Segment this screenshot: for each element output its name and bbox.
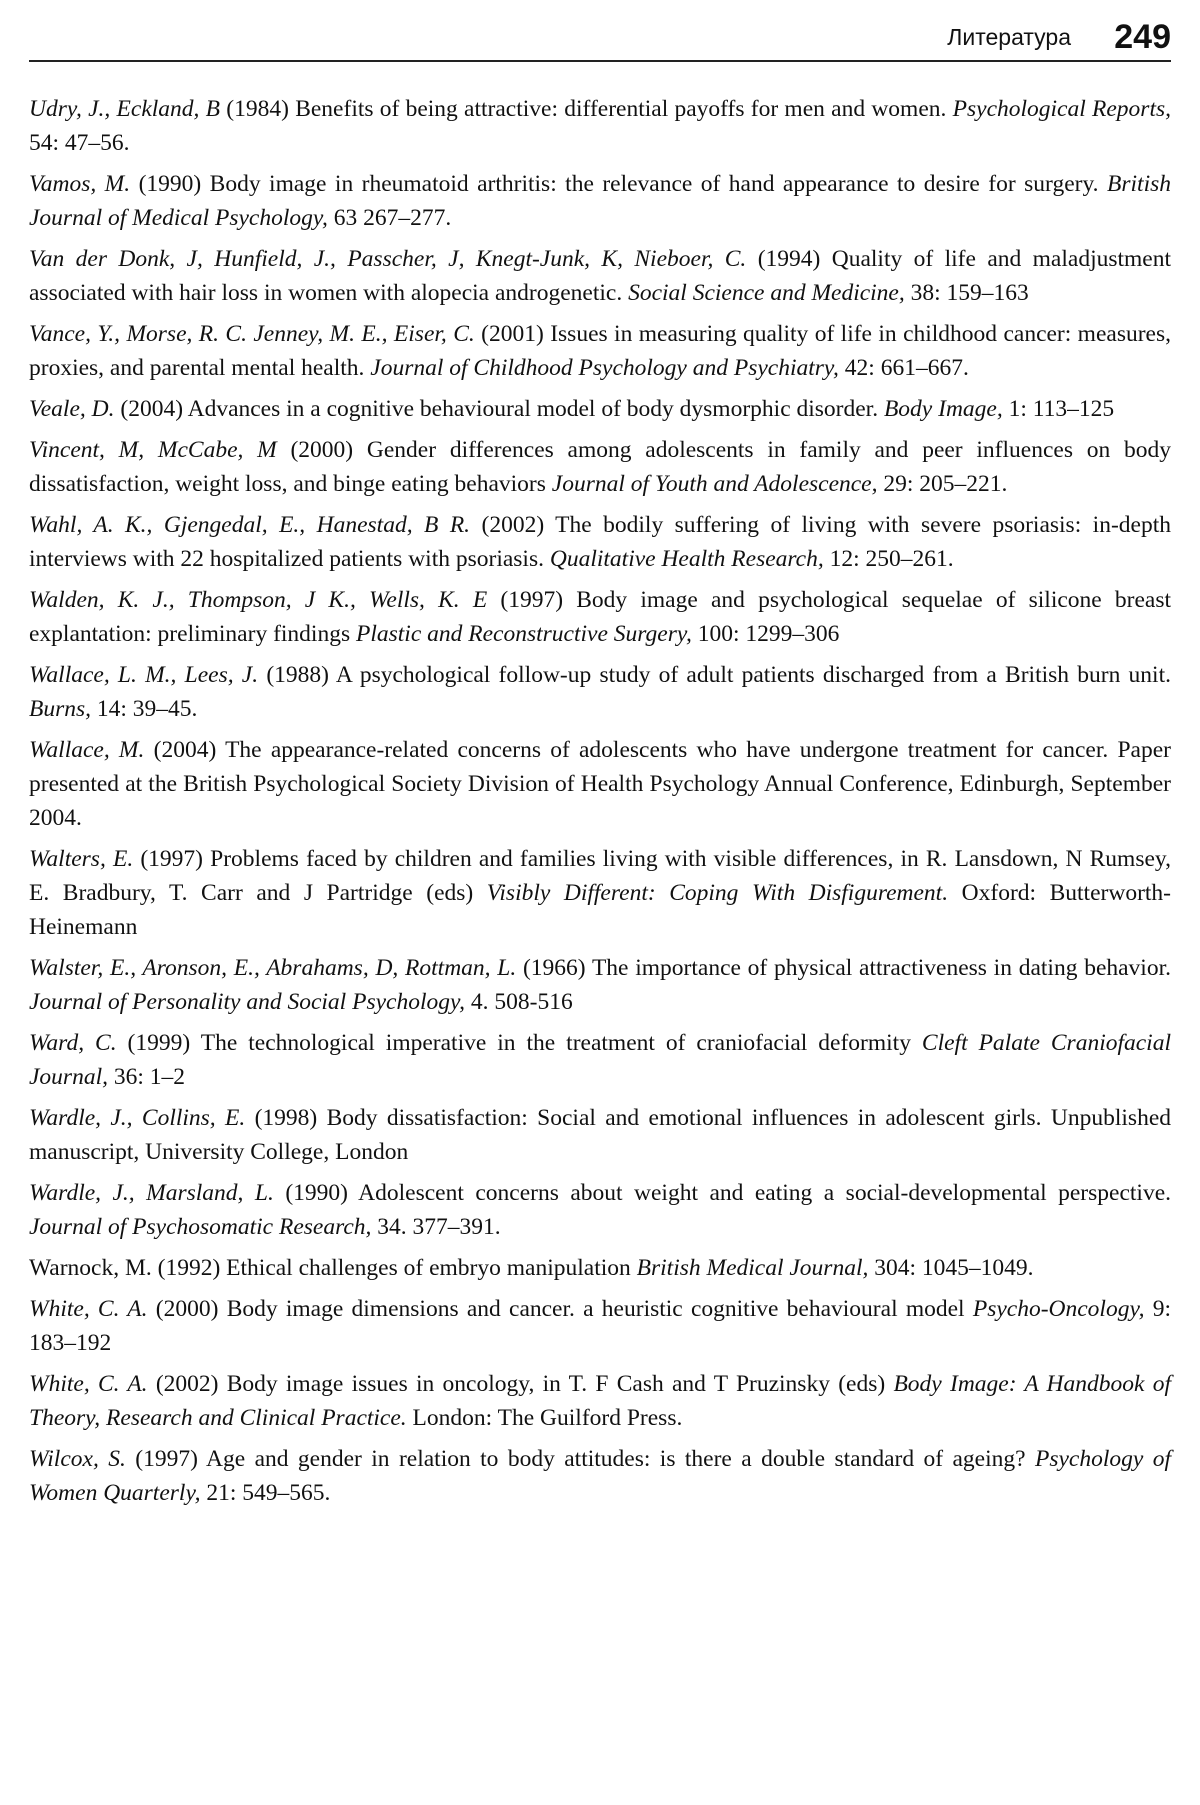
reference-text: (2002) Body image issues in oncology, in T. F Cash and T Pruzinsky (eds) bbox=[147, 1371, 894, 1397]
reference-details: 63 267–277. bbox=[327, 205, 452, 231]
page-number: 249 bbox=[1114, 18, 1171, 56]
reference-entry bbox=[29, 733, 1171, 835]
reference-entry bbox=[29, 1176, 1171, 1244]
reference-text: (1966) The importance of physical attractiveness in dating behavior. bbox=[516, 955, 1171, 981]
reference-text: (2000) Gender differences among adolescents in family and peer influences on body dissatisfaction, weight loss, and binge eating behaviors bbox=[29, 437, 1171, 497]
reference-entry bbox=[29, 242, 1171, 310]
reference-text: (1998) Body dissatisfaction: Social and emotional influences in adolescent girls. Unpublished manuscript, University College, London bbox=[29, 1105, 1172, 1165]
reference-source: Journal of Personality and Social Psychology, bbox=[29, 989, 465, 1015]
reference-source: Qualitative Health Research, bbox=[549, 546, 824, 572]
reference-details: 1: 113–125 bbox=[1002, 396, 1115, 422]
reference-authors: Wallace, M. bbox=[29, 737, 145, 763]
reference-source: Journal of Childhood Psychology and Psychiatry, bbox=[370, 355, 839, 381]
reference-text: (2004) Advances in a cognitive behavioural model of body dysmorphic disorder. bbox=[114, 396, 884, 422]
reference-entry bbox=[29, 392, 1171, 426]
reference-entry bbox=[29, 1026, 1171, 1094]
reference-entry bbox=[29, 1101, 1171, 1169]
reference-entry bbox=[29, 1251, 1171, 1285]
reference-text: (1997) Age and gender in relation to body attitudes: is there a double standard of ageing? bbox=[125, 1446, 1035, 1472]
reference-entry bbox=[29, 583, 1171, 651]
reference-source: Psychological Reports, bbox=[952, 96, 1172, 122]
reference-entry bbox=[29, 433, 1171, 501]
book-page bbox=[29, 0, 1171, 1805]
reference-details: 4. 508-516 bbox=[465, 989, 573, 1015]
reference-details: 38: 159–163 bbox=[904, 280, 1029, 306]
reference-authors: Walden, K. J., Thompson, J K., Wells, K. E bbox=[29, 587, 488, 613]
reference-details: 36: 1–2 bbox=[107, 1064, 186, 1090]
reference-details: 14: 39–45. bbox=[91, 696, 198, 722]
reference-text: Warnock, M. (1992) Ethical challenges of embryo manipulation bbox=[29, 1255, 637, 1281]
reference-entry bbox=[29, 1442, 1171, 1510]
reference-text: (1988) A psychological follow-up study of adult patients discharged from a British burn unit. bbox=[258, 662, 1171, 688]
reference-source: British Journal of Medical Psychology, bbox=[29, 171, 1171, 231]
reference-details: 21: 549–565. bbox=[200, 1480, 331, 1506]
reference-authors: Wahl, A. K., Gjengedal, E., Hanestad, B R. bbox=[29, 512, 471, 538]
reference-details: 29: 205–221. bbox=[877, 471, 1008, 497]
reference-authors: Wallace, L. M., Lees, J. bbox=[29, 662, 259, 688]
reference-authors: Veale, D. bbox=[29, 396, 115, 422]
reference-source: Burns, bbox=[29, 696, 92, 722]
reference-entry bbox=[29, 951, 1171, 1019]
reference-authors: Walters, E. bbox=[29, 846, 134, 872]
reference-authors: White, C. A. bbox=[29, 1296, 148, 1322]
reference-entry bbox=[29, 508, 1171, 576]
reference-source: Plastic and Reconstructive Surgery, bbox=[355, 621, 692, 647]
reference-details: 12: 250–261. bbox=[823, 546, 954, 572]
reference-entry bbox=[29, 92, 1171, 160]
reference-entry bbox=[29, 1367, 1171, 1435]
reference-source: Visibly Different: Coping With Disfigurement. bbox=[486, 880, 949, 906]
running-header bbox=[29, 16, 1171, 62]
reference-authors: Wardle, J., Marsland, L. bbox=[29, 1180, 274, 1206]
reference-authors: White, C. A. bbox=[29, 1371, 148, 1397]
reference-authors: Udry, J., Eckland, B bbox=[29, 96, 221, 122]
reference-text: (2002) The bodily suffering of living with severe psoriasis: in-depth interviews with 22 hospitalized patients with psoriasis. bbox=[29, 512, 1171, 572]
reference-text: (1997) Problems faced by children and families living with visible differences, in R. Lansdown, N Rumsey, E. Bradbury, T. Carr and J Partridge (eds) bbox=[29, 846, 1171, 906]
reference-source: Cleft Palate Craniofacial Journal, bbox=[29, 1030, 1171, 1090]
reference-entry bbox=[29, 317, 1171, 385]
reference-authors: Walster, E., Aronson, E., Abrahams, D, Rottman, L. bbox=[29, 955, 517, 981]
reference-text: (1990) Adolescent concerns about weight and eating a social-developmental perspective. bbox=[273, 1180, 1172, 1206]
reference-details: 42: 661–667. bbox=[838, 355, 969, 381]
reference-source: Journal of Psychosomatic Research, bbox=[29, 1214, 372, 1240]
reference-source: Journal of Youth and Adolescence, bbox=[551, 471, 878, 497]
reference-entry bbox=[29, 1292, 1171, 1360]
reference-text: (1990) Body image in rheumatoid arthritis: the relevance of hand appearance to desire for surgery. bbox=[130, 171, 1108, 197]
reference-details: 100: 1299–306 bbox=[691, 621, 840, 647]
reference-authors: Vamos, M. bbox=[29, 171, 131, 197]
reference-source: Psychology of Women Quarterly, bbox=[29, 1446, 1171, 1506]
reference-details: 34. 377–391. bbox=[371, 1214, 501, 1240]
reference-text: (1997) Body image and psychological sequelae of silicone breast explantation: preliminary findings bbox=[29, 587, 1172, 647]
reference-entry bbox=[29, 842, 1171, 944]
section-title: Литература bbox=[947, 24, 1071, 50]
reference-text: (2004) The appearance-related concerns of adolescents who have undergone treatment for cancer. Paper presented at the British Psychological Society Division of Health Psychology Annual Conference, Edinburgh, September 2004. bbox=[29, 737, 1171, 831]
reference-source: Psycho-Oncology, bbox=[972, 1296, 1145, 1322]
reference-text: (1994) Quality of life and maladjustment associated with hair loss in women with alopecia androgenetic. bbox=[29, 246, 1172, 306]
reference-details: Oxford: Butterworth-Heinemann bbox=[29, 880, 1171, 940]
reference-authors: Wardle, J., Collins, E. bbox=[29, 1105, 246, 1131]
reference-entry bbox=[29, 658, 1171, 726]
reference-details: 54: 47–56. bbox=[29, 130, 130, 156]
reference-text: (1984) Benefits of being attractive: differential payoffs for men and women. bbox=[220, 96, 953, 122]
reference-source: Social Science and Medicine, bbox=[628, 280, 905, 306]
reference-list bbox=[29, 92, 1171, 1517]
reference-source: Body Image, bbox=[883, 396, 1003, 422]
reference-details: 304: 1045–1049. bbox=[868, 1255, 1034, 1281]
reference-authors: Ward, C. bbox=[29, 1030, 117, 1056]
reference-details: London: The Guilford Press. bbox=[406, 1405, 683, 1431]
reference-source: Body Image: A Handbook of Theory, Research and Clinical Practice. bbox=[29, 1371, 1171, 1431]
reference-text: (1999) The technological imperative in the treatment of craniofacial deformity bbox=[116, 1030, 922, 1056]
reference-authors: Van der Donk, J, Hunfield, J., Passcher, J, Knegt-Junk, K, Nieboer, C. bbox=[29, 246, 747, 272]
reference-text: (2000) Body image dimensions and cancer. a heuristic cognitive behavioural model bbox=[147, 1296, 973, 1322]
reference-entry bbox=[29, 167, 1171, 235]
reference-source: British Medical Journal, bbox=[636, 1255, 869, 1281]
reference-text: (2001) Issues in measuring quality of life in childhood cancer: measures, proxies, and parental mental health. bbox=[29, 321, 1171, 381]
reference-authors: Vincent, M, McCabe, M bbox=[29, 437, 277, 463]
reference-details: 9: 183–192 bbox=[29, 1296, 1172, 1356]
reference-authors: Wilcox, S. bbox=[29, 1446, 126, 1472]
reference-authors: Vance, Y., Morse, R. C. Jenney, M. E., Eiser, C. bbox=[29, 321, 475, 347]
